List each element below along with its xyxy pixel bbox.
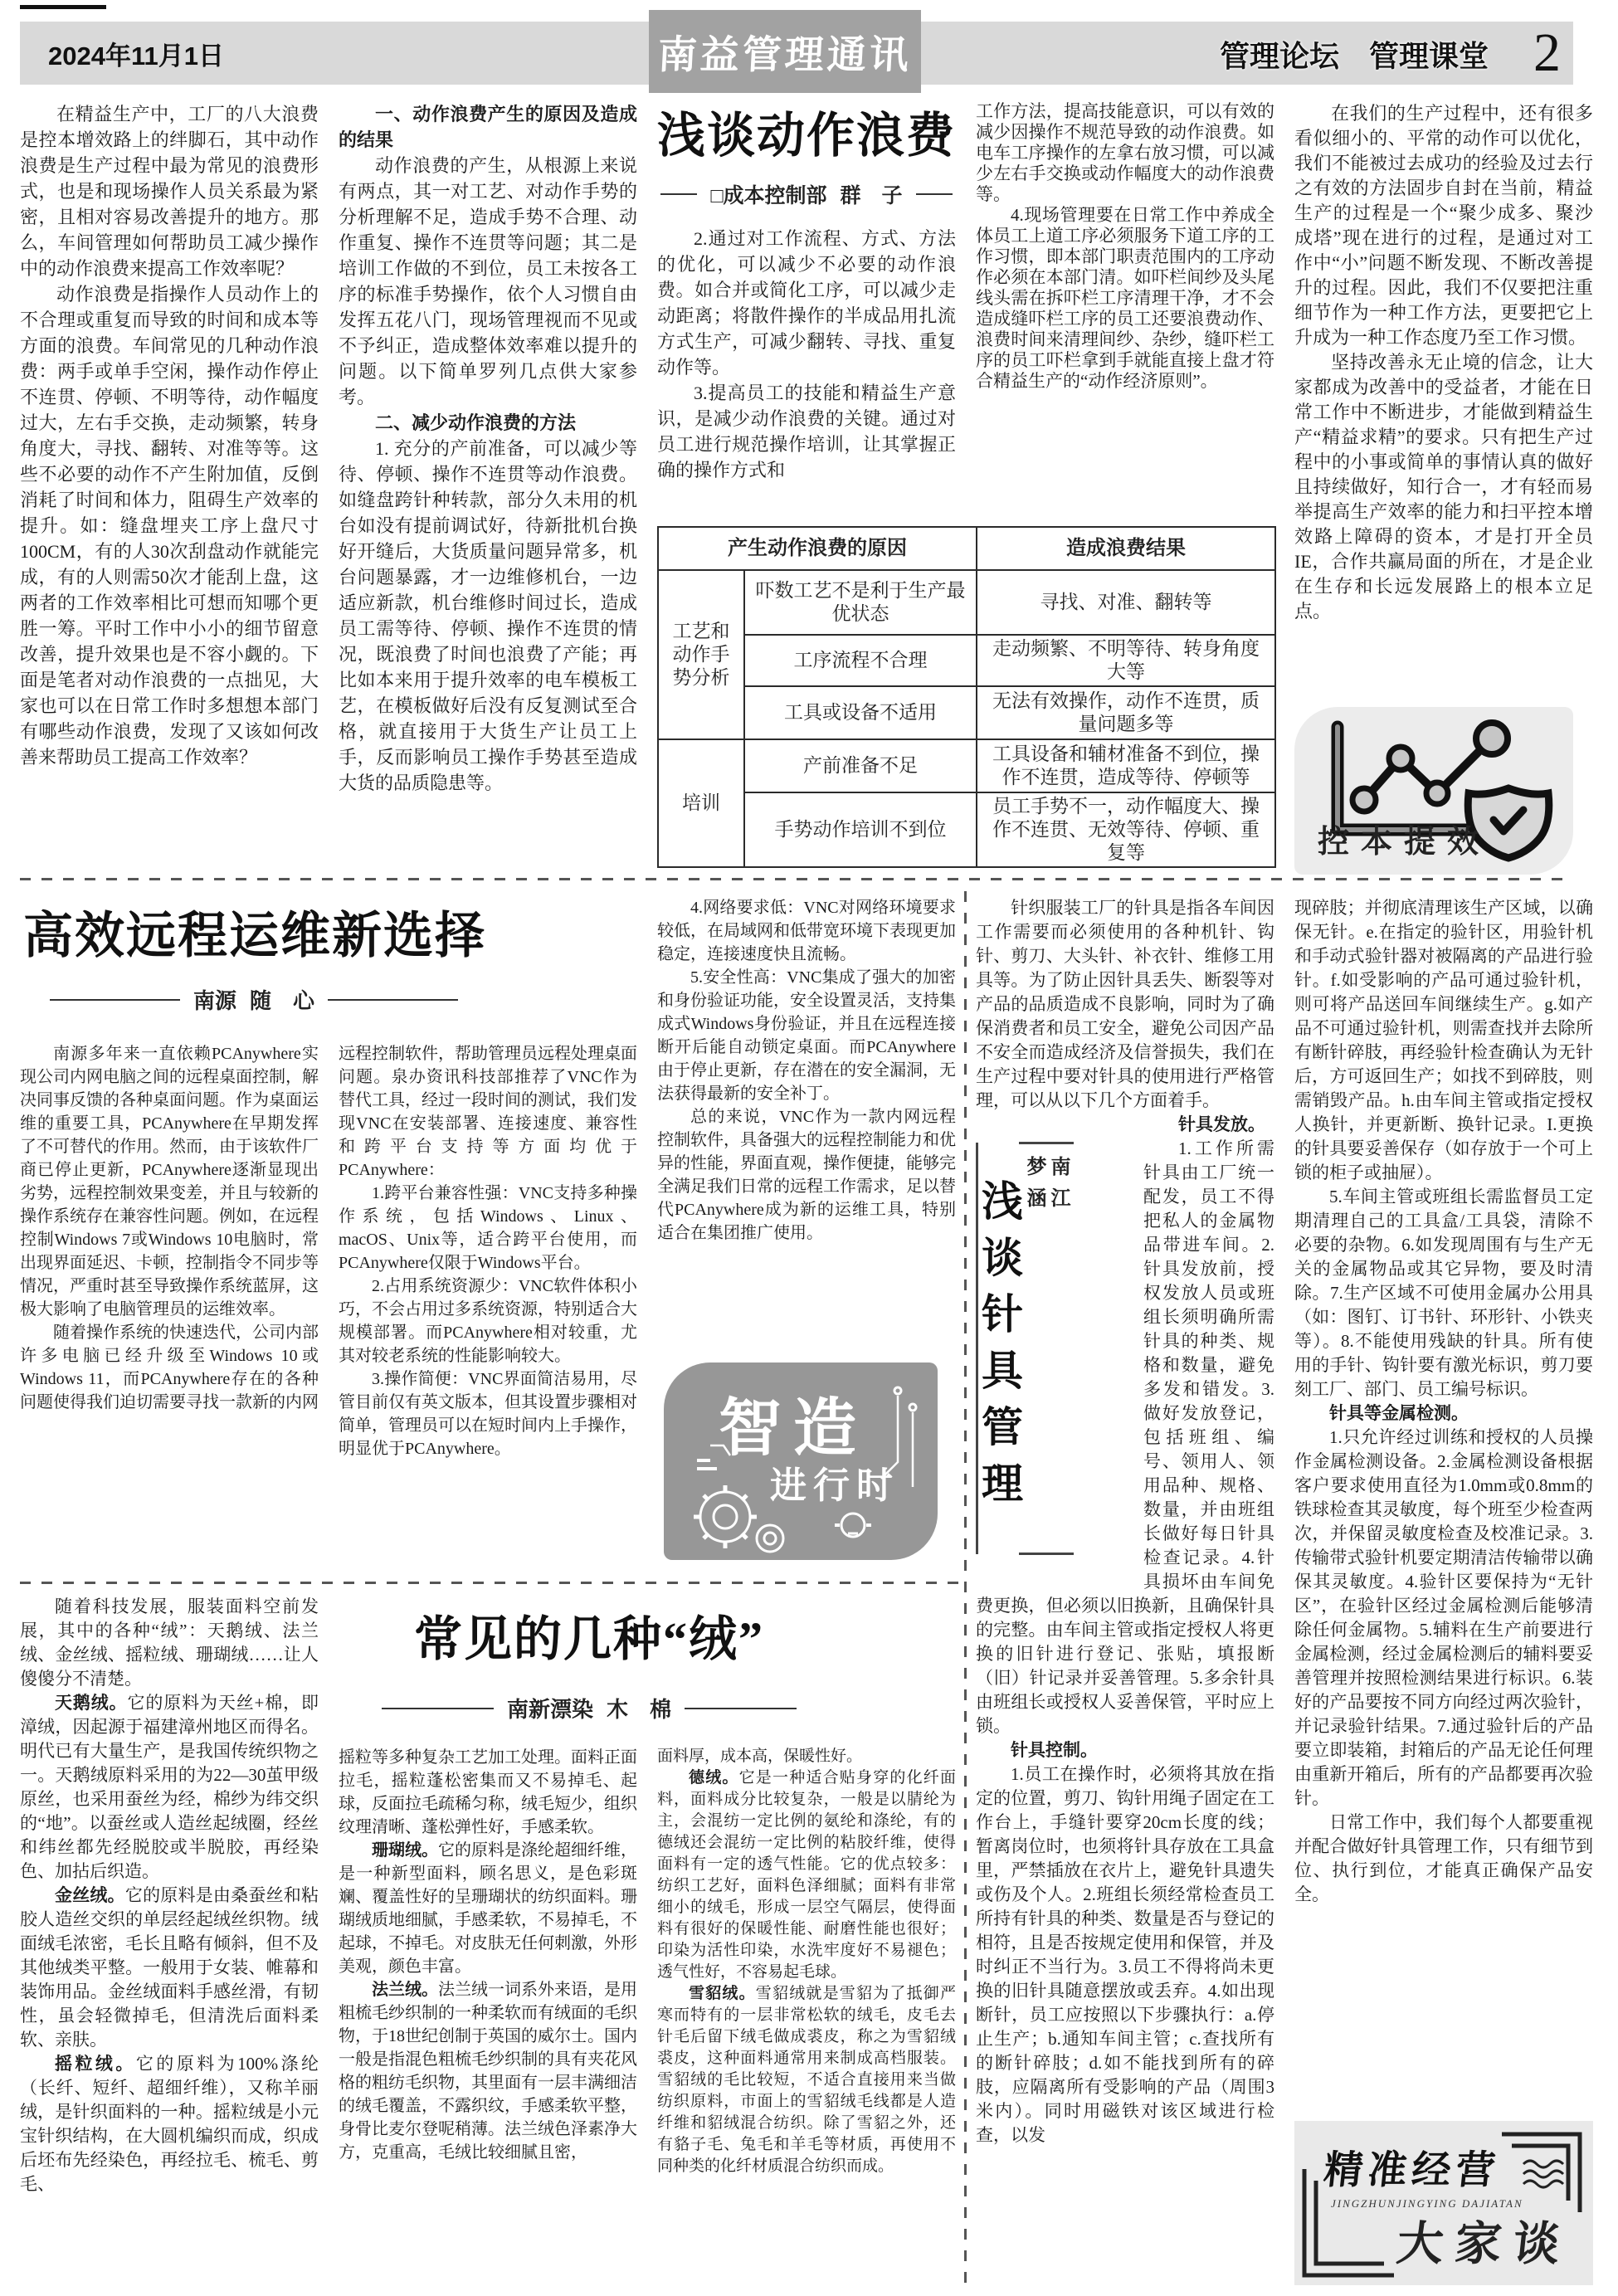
jingzhun-caption: JINGZHUNJINGYING DAJIATAN (1331, 2197, 1523, 2210)
horizontal-divider-top (20, 878, 1573, 880)
table-header-row (658, 527, 1275, 570)
paragraph: 1.只允许经过训练和授权的人员操作金属检测设备。2.金属检测设备根据客户要求使用直径为1.0mm或0.8mm的铁球检查其灵敏度，每个班至少检查两次，并保留灵敏度检查及校准记录。3.传输带式验针机要定期清洁传输带以确保其灵敏度。4.验针区要保持为“无针区”，在验针区经过金属检测后能够清除任何金属物。5.辅料在生产前要进行金属检测，经过金属检测后的辅料要妥善管理并按照检测结果进行标识。6.装好的产品要按不同方向经过两次验针，并记录验针结果。7.通过验针后的产品要立即装箱，封箱后的产品无论任何理由重新开箱后，所有的产品都要再次验针。 (1294, 1427, 1593, 1808)
page-top-rule (20, 5, 106, 9)
table-group-label: 培训 (658, 739, 744, 867)
masthead (649, 10, 921, 93)
table-cell-result: 无法有效操作，动作不连贯，质量问题多等 (977, 686, 1275, 739)
fleece-desc: 它的原料为100%涤纶（长纤、短纤、超细纤维），又称羊丽绒，是针织面料的一种。摇粒绒是小元宝针织结构，在大圆机编织而成，织成后坯布先经染色，再经拉毛、梳毛、剪毛、 (20, 2054, 319, 2194)
vnc-article-column-1 (20, 1042, 319, 1570)
paragraph: 4.网络要求低：VNC对网络环境要求较低，在局域网和低带宽环境下表现更加稳定，连接速度快且流畅。 (657, 899, 956, 963)
section-tabs (1220, 33, 1494, 76)
fleece-article-title: 常见的几种“绒” (413, 1612, 764, 1666)
table-header-cause: 产生动作浪费的原因 (658, 527, 977, 570)
paragraph: 在我们的生产过程中，还有很多看似细小的、平常的动作可以优化，我们不能被过去成功的经验及过去行之有效的方法固步自封在当前，精益生产的过程是一个“聚少成多、聚沙成塔”现在进行的过程，是通过对工作中“小”问题不断发现、不断改善提升的过程。因此，我们不仅要把注重细节作为一种工作方法，更要把它上升成为一种工作态度乃至工作习惯。 (1294, 103, 1593, 348)
subheading: 针具控制。 (1011, 1741, 1098, 1760)
paragraph: 远程控制软件，帮助管理员远程处理桌面问题。泉办资讯科技部推荐了VNC作为替代工具，经过一段时间的测试，我们发现VNC在安装部署、连接速度、兼容性和跨平台支持等方面均优于PCAnywhere： (339, 1045, 637, 1179)
subheading: 针具发放。 (1178, 1115, 1265, 1134)
vnc-article-column-2 (339, 1042, 637, 1570)
paragraph: 面料厚，成本高，保暖性好。 (657, 1748, 863, 1765)
byline-rule-left (660, 193, 697, 195)
paragraph: 2.占用系统资源少：VNC软件体积小巧，不会占用过多系统资源，特别适合大规模部署。而PCAnywhere相对较重，尤其对较老系统的性能影响较大。 (339, 1277, 637, 1365)
subheading: 二、减少动作浪费的方法 (375, 412, 577, 433)
fleece-desc: 它的原料为天丝+棉，即漳绒，因起源于福建漳州地区而得名。明代已有大量生产，是我国传统织物之一。天鹅绒原料采用的为22—30茧甲级原丝，也采用蚕丝为经，棉纱为纬交织的“地”。以蚕丝或人造丝起绒圈，经丝和纬丝都先经脱胶或半脱胶，再经染色、加拈后织造。 (20, 1693, 319, 1881)
paragraph: 针织服装工厂的针具是指各车间因工作需要而必须使用的各种机针、钩针、剪刀、大头针、补衣针、维修工用具等。为了防止因针具丢失、断裂等对产品的品质造成不良影响，同时为了确保消费者和员工安全，避免公司因产品不安全而造成经济及信誉损失，我们在生产过程中要对针具的使用进行严格管理，可以从以下几个方面着手。 (976, 898, 1274, 1110)
motion-article-title: 浅谈动作浪费 (657, 109, 957, 163)
fleece-desc: 它的原料是涤纶超细纤维，是一种新型面料，顾名思义，是色彩斑斓、覆盖性好的呈珊瑚状的纺织面料。珊瑚绒质地细腻，手感柔软，不易掉毛，不起球，不掉毛。对皮肤无任何刺激，外形美观，颜色丰富。 (339, 1841, 637, 1976)
paragraph: 日常工作中，我们每个人都要重视并配合做好针具管理工作，只有细节到位、执行到位，才能真正确保产品安全。 (1294, 1812, 1593, 1904)
byline-unit: 南江 (1047, 1155, 1070, 1219)
table-cell-cause: 吓数工艺不是利于生产最优状态 (744, 570, 977, 635)
byline-rule-right (916, 193, 953, 195)
paragraph (657, 1767, 956, 1983)
paragraph: 1.工作所需针具由工厂统一配发，员工不得把私人的金属物品带进车间。2.针具发放前，授权发放人员或班组长须明确所需针具的种类、规格和数量，避免多发和错发。3.做好发放登记，包括班组、编号、领用人、领用品种、规格、数量，并由班组长做好每日针具检查记录。4.针具损坏由车间免费更换，但必须以旧换新，且确保针具的完整。由车间主管或指定授权人将更换的旧针进行登记、张贴，填报断（旧）针记录并妥善管理。5.多余针具由班组长或授权人妥善保管，平时应上锁。 (976, 1138, 1274, 1736)
paragraph: 3.操作简便：VNC界面简洁易用，尽管目前仅有英文版本，但其设置步骤相对简单，管理员可以在短时间内上手操作，明显优于PCAnywhere。 (339, 1370, 637, 1458)
fleece-desc: 雪貂绒就是雪貂为了抵御严寒而特有的一层非常松软的绒毛，皮毛去针毛后留下绒毛做成裘皮，称之为雪貂绒裘皮，这种面料通常用来制成高档服装。雪貂绒的毛比较短，不适合直接用来当做纺织原料，市面上的雪貂绒毛线都是人造纤维和貂绒混合纺织。除了雪貂之外，还有貉子毛、兔毛和羊毛等材质，再使用不同种类的化纤材质混合纺织而成。 (657, 1985, 956, 2175)
fleece-term: 珊瑚绒。 (372, 1841, 438, 1860)
fleece-article-byline (382, 1693, 797, 1723)
vnc-article-column-3 (657, 896, 956, 1351)
masthead-title: 南益管理通讯 (656, 33, 914, 77)
motion-article-byline (660, 179, 953, 209)
byline-dept: □成本控制部 (710, 184, 827, 207)
page-number: 2 (1533, 22, 1561, 83)
vertical-divider-right (964, 891, 967, 2289)
paragraph: 2.通过对工作流程、方式、方法的优化，可以减少不必要的动作浪费。如合并或简化工序，可以减少走动距离；将散件操作的半成品用扎流方式生产，可减少翻转、寻找、重复动作等。 (657, 228, 956, 378)
paragraph: 4.现场管理要在日常工作中养成全体员工上道工序必须服务下道工序的工作习惯，即本部门职责范围内的工序动作必须在本部门清。如吓栏间纱及头尾线头需在拆吓栏工序清理干净，才不会造成缝吓栏工序的员工还要浪费动作、浪费时间来清理间纱、杂纱，缝吓栏工序的员工吓栏拿到手就能直接上盘才符合精益生产的“动作经济原则”。 (976, 205, 1274, 391)
motion-waste-table (657, 526, 1276, 868)
zhizao-line1: 智造 (719, 1393, 868, 1464)
needle-article-column-2 (1294, 896, 1593, 2111)
table-cell-result: 走动频繁、不明等待、转身角度大等 (977, 635, 1275, 686)
needle-article-byline (1019, 1142, 1074, 1555)
paragraph: 现碎肢；并彻底清理该生产区域，以确保无针。e.在指定的验针区，用验针机和手动式验针器对被隔离的产品进行验针。f.如受影响的产品可通过验针机，则可将产品送回车间继续生产。g.如产品不可通过验针机，则需查找并去除所有断针碎肢，再经验针检查确认为无针后，方可返回生产；如找不到碎肢，则需销毁产品。h.由车间主管或指定授权人换针，并更新断、换针记录。I.更换的针具要妥善保存（如存放于一个可上锁的柜子或抽屉）。 (1294, 898, 1593, 1182)
table-cell-cause: 工具或设备不适用 (744, 686, 977, 739)
fleece-term: 法兰绒。 (372, 1981, 438, 1999)
fleece-term: 天鹅绒。 (55, 1694, 128, 1713)
paragraph: 工作方法，提高技能意识，可以有效的减少因操作不规范导致的动作浪费。如电车工序操作的左拿右放习惯，可以减少左右手交换或动作幅度大的动作浪费等。 (976, 101, 1274, 204)
byline-author: 木 棉 (607, 1697, 672, 1722)
needle-article-title: 浅谈针具管理 (976, 1179, 1022, 1518)
zhizao-graphic-box (664, 1362, 938, 1560)
table-cell-result: 工具设备和辅材准备不到位，操作不连贯，造成等待、停顿等 (977, 739, 1275, 792)
section-label-forum: 管理论坛 (1220, 39, 1340, 73)
byline-rule-left (50, 999, 180, 1001)
issue-date: 2024年11月1日 (48, 41, 224, 71)
paragraph: 1. 充分的产前准备，可以减少等待、停顿、操作不连贯等动作浪费。如缝盘跨针种转款，部分久未用的机台如没有提前调试好，待新批机台换好开缝后，大货质量问题异常多，机台问题暴露，才一边维修机台，一边适应新款，机台维修时间过长，造成员工需等待、停顿、操作不连贯的情况，既浪费了时间也浪费了产能；再比如本来用于提升效率的电车模板工艺，在模板做好后没有反复测试至合格，就直接用于大货生产让员工上手，反而影响员工操作手势甚至造成大货的品质隐患等。 (339, 438, 637, 793)
fleece-article-column-1 (20, 1595, 319, 2287)
section-label-classroom: 管理课堂 (1369, 39, 1489, 73)
paragraph: 5.车间主管或班组长需监督员工定期清理自己的工具盒/工具袋，清除不必要的杂物。6.如发现周围有与生产无关的金属物品或其它异物，要及时清除。7.生产区域不可使用金属办公用具（如：图钉、订书针、环形针、小铁夹等）。8.不能使用残缺的针具。所有使用的手针、钩针要有激光标识，剪刀要刻工厂、部门、员工编号标识。 (1294, 1187, 1593, 1399)
byline-rule-right (685, 1708, 797, 1709)
subheading: 针具等金属检测。 (1329, 1404, 1469, 1423)
paragraph: 总的来说，VNC作为一款内网远程控制软件，具备强大的远程控制能力和优异的性能，界面直观，操作便捷，能够完全满足我们日常的远程工作需求，足以替代PCAnywhere成为新的运维工具，特别适合在集团推广使用。 (657, 1108, 956, 1242)
table-row (658, 739, 1275, 792)
vnc-article-byline (50, 984, 458, 1015)
paragraph: 摇粒等多种复杂工艺加工处理。面料正面拉毛，摇粒蓬松密集而又不易掉毛、起球，反面拉毛疏稀匀称，绒毛短少，组织纹理清晰、蓬松弹性好，手感柔软。 (339, 1748, 637, 1836)
badge-label: 控本提效 (1318, 825, 1491, 860)
table-cell-cause: 产前准备不足 (744, 739, 977, 792)
table-row (658, 570, 1275, 635)
jingzhun-line1: 精准经营 (1321, 2149, 1503, 2192)
table-row (658, 686, 1275, 739)
byline-author: 群 子 (840, 184, 903, 207)
vnc-article-title: 高效远程运维新选择 (23, 909, 486, 963)
paragraph (657, 1983, 956, 2177)
paragraph: 南源多年来一直依赖PCAnywhere实现公司内网电脑之间的远程桌面控制，解决同事反馈的各种桌面问题。作为桌面运维的重要工具，PCAnywhere在早期发挥了不可替代的作用。然而，由于该软件厂商已停止更新，PCAnywhere逐渐显现出劣势，远程控制效果变差，并且与较新的操作系统存在兼容性问题。例如，在远程控制Windows 7或Windows 10电脑时，常出现界面延迟、卡顿，控制指令不同步等情况，严重时甚至导致操作系统蓝屏，这极大影响了电脑管理员的运维效率。 (20, 1045, 319, 1319)
fleece-term: 金丝绒。 (55, 1886, 125, 1905)
subheading: 一、动作浪费产生的原因及造成的结果 (339, 104, 637, 150)
needle-article-column-1 (976, 896, 1274, 2287)
fleece-article-column-2 (339, 1746, 637, 2287)
byline-rule-left (382, 1708, 494, 1709)
fleece-term: 摇粒绒。 (55, 2055, 136, 2074)
needle-article-vertical-title-block (976, 1124, 1128, 1572)
paragraph: 5.安全性高：VNC集成了强大的加密和身份验证功能，安全设置灵活，支持集成式Windows身份验证，并且在远程连接断开后能自动锁定桌面。而PCAnywhere由于停止更新，存在潜在的安全漏洞，无法获得最新的安全补丁。 (657, 968, 956, 1103)
table-header-result: 造成浪费结果 (977, 527, 1275, 570)
byline-author: 梦涵 (1023, 1155, 1045, 1219)
paragraph: 在精益生产中，工厂的八大浪费是控本增效路上的绊脚石，其中动作浪费是生产过程中最为常见的浪费形式，也是和现场操作人员关系最为紧密，且相对容易改善提升的地方。那么，车间管理如何帮助员工减少操作中的动作浪费来提高工作效率呢？ (20, 104, 319, 279)
table-cell-result: 寻找、对准、翻转等 (977, 570, 1275, 635)
paragraph: 3.提高员工的技能和精益生产意识，是减少动作浪费的关键。通过对员工进行规范操作培训，让其掌握正确的操作方式和 (657, 383, 956, 480)
paragraph (339, 1978, 637, 2164)
motion-article-column-2 (339, 101, 637, 870)
motion-article-column-1 (20, 101, 319, 870)
paragraph: 1.跨平台兼容性强：VNC支持多种操作系统，包括Windows、Linux、macOS、Unix等，适合跨平台使用，而PCAnywhere仅限于Windows平台。 (339, 1184, 637, 1272)
table-cell-cause: 工序流程不合理 (744, 635, 977, 686)
byline-unit: 南新漂染 (506, 1697, 593, 1722)
jingzhun-line2: 大家谈 (1394, 2219, 1574, 2270)
zhizao-line2: 进行时 (770, 1465, 899, 1506)
paragraph: 坚持改善永无止境的信念，让大家都成为改善中的受益者，才能在日常工作中不断进步，才能做到精益生产“精益求精”的要求。只有把生产过程中的小事或简单的事情认真的做好且持续做好，知行合一，才有轻而易举提高生产效率的能力和扫平控本增效路上障碍的资本，才是打开全员IE，合作共赢局面的所在，才是企业在生存和长远发展路上的根本立足点。 (1294, 352, 1593, 622)
motion-article-column-5 (1294, 101, 1593, 700)
fleece-desc: 法兰绒一词系外来语，是用粗梳毛纱织制的一种柔软而有绒面的毛织物，于18世纪创制于英国的威尔士。国内一般是指混色粗梳毛纱织制的具有夹花风格的粗纺毛织物，其里面有一层丰满细洁的绒毛覆盖，不露织纹，手感柔软平整，身骨比麦尔登呢稍薄。法兰绒色泽素净大方，克重高，毛绒比较细腻且密， (339, 1981, 637, 2162)
paragraph (20, 2052, 319, 2196)
horizontal-divider-bottom-left (20, 1582, 966, 1584)
motion-article-column-4 (976, 101, 1274, 519)
byline-author: 随 心 (250, 988, 315, 1013)
fleece-term: 雪貂绒。 (689, 1985, 756, 2002)
table-group-label: 工艺和动作手势分析 (658, 570, 744, 739)
table-cell-result: 员工手势不一，动作幅度大、操作不连贯、无效等待、停顿、重复等 (977, 792, 1275, 867)
table-row (658, 792, 1275, 867)
jingzhun-graphic-box (1294, 2121, 1593, 2285)
paragraph (339, 1839, 637, 1978)
paragraph (20, 1884, 319, 2052)
table-cell-cause: 手势动作培训不到位 (744, 792, 977, 867)
motion-article-column-3 (657, 226, 956, 518)
byline-rule-right (328, 999, 458, 1001)
paragraph: 动作浪费是指操作人员动作上的不合理或重复而导致的时间和成本等方面的浪费。车间常见的几种动作浪费：两手或单手空闲，操作动作停止不连贯、停顿、不明等待，动作幅度过大，左右手交换，走动频繁，转身角度大，寻找、翻转、对准等等。这些不必要的动作不产生附加值，反倒消耗了时间和体力，阻碍生产效率的提升。如：缝盘埋夹工序上盘尺寸100CM，有的人30次刮盘动作就能完成，有的人则需50次才能刮上盘，这两者的工作效率相比可想而知哪个更胜一筹。平时工作中小小的细节留意改善，提升效果也是不容小觑的。下面是笔者对动作浪费的一点拙见，大家也可以在日常工作时多想想本部门有哪些动作浪费，发现了又该如何改善来帮助员工提高工作效率？ (20, 284, 319, 768)
paragraph (20, 1691, 319, 1884)
paragraph: 随着操作系统的快速迭代，公司内部许多电脑已经升级至Windows 10或Windows 11，而PCAnywhere存在的各种问题使得我们迫切需要寻找一款新的内网 (20, 1323, 319, 1411)
byline-unit: 南源 (193, 988, 236, 1013)
fleece-desc: 它是一种适合贴身穿的化纤面料，面料成分比较复杂，一般是以腈纶为主，会混纺一定比例的氨纶和涤纶，有的德绒还会混纺一定比例的粘胶纤维，使得面料有一定的透气性能。它的优点较多：纺织工艺好，面料色泽细腻；面料有非常细小的绒毛，形成一层空气隔层，使得面料有很好的保暖性能、耐磨性能也很好；印染为活性印染，水洗牢度好不易褪色；透气性好，不容易起毛球。 (657, 1769, 956, 1981)
cost-control-badge (1294, 707, 1573, 875)
fleece-desc: 它的原料是由桑蚕丝和粘胶人造丝交织的单层经起绒丝织物。绒面绒毛浓密，毛长且略有倾斜，但不及其他绒类平整。一般用于女装、帷幕和装饰用品。金丝绒面料手感丝滑，有韧性，虽会轻微掉毛，但清洗后面料柔软、亲肤。 (20, 1885, 319, 2050)
paragraph: 随着科技发展，服装面料空前发展，其中的各种“绒”：天鹅绒、法兰绒、金丝绒、摇粒绒、珊瑚绒……让人傻傻分不清楚。 (20, 1596, 319, 1689)
paragraph: 1.员工在操作时，必须将其放在指定的位置，剪刀、钩针用绳子固定在工作台上，手缝针要穿20cm长度的线；暂离岗位时，也须将针具存放在工具盒里，严禁插放在衣片上，避免针具遗失或伤及个人。2.班组长须经常检查员工所持有针具的种类、数量是否与登记的相符，且是否按规定使用和保管，并及时纠正不当行为。3.员工不得将尚未更换的旧针具随意摆放或丢弃。4.如出现断针，员工应按照以下步骤执行：a.停止生产；b.通知车间主管；c.查找所有的断针碎肢；d.如不能找到所有的碎肢，应隔离所有受影响的产品（周围3米内）。同时用磁铁对该区域进行检查，以发 (976, 1764, 1274, 2145)
fleece-article-column-3 (657, 1746, 956, 2287)
paragraph: 动作浪费的产生，从根源上来说有两点，其一对工艺、对动作手势的分析理解不足，造成手势不合理、动作重复、操作不连贯等问题；其二是培训工作做的不到位，员工未按各工序的标准手势操作，依个人习惯自由发挥五花八门，现场管理视而不见或不予纠正，造成整体效率难以提升的问题。以下简单罗列几点供大家参考。 (339, 155, 637, 407)
fleece-term: 德绒。 (689, 1769, 739, 1787)
table-row (658, 635, 1275, 686)
